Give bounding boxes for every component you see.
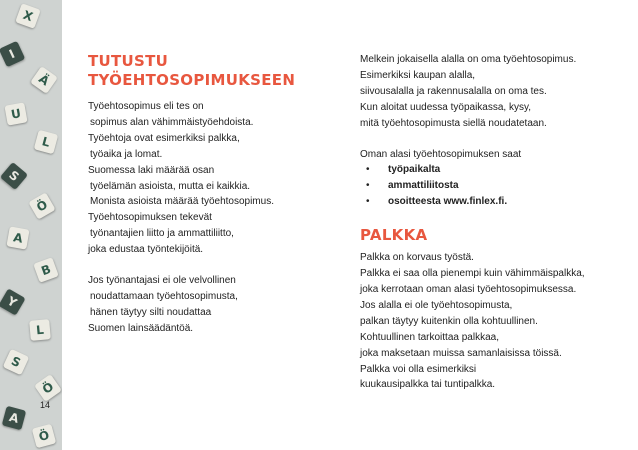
section-heading-tutustu [88,52,338,90]
list-item [360,178,625,194]
letter-tile: Ö [28,192,55,219]
list-item-text: ammattiliitosta [388,180,459,192]
text-line: Kun aloitat uudessa työpaikassa, kysy, [360,101,532,113]
text-line: Palkka ei saa olla pienempi kuin vähimmäispalkka, [360,268,585,280]
letter-tile: X [15,3,41,29]
section-heading-palkka: PALKKA [360,226,428,245]
intro-paragraph [88,99,338,258]
letter-tile: I [0,41,25,68]
text-line: joka kerrotaan oman alasi työehtosopimuksessa. [360,283,577,295]
list-item [360,194,625,210]
text-line: joka maksetaan muissa samanlaisissa töissä. [360,347,562,359]
letter-tile: Y [0,288,26,315]
letter-tiles-decoration [0,0,62,450]
sources-list [360,162,625,210]
text-line: työaika ja lomat. [90,148,163,160]
letter-tile: S [3,349,30,376]
text-line: Työehtosopimus eli tes on [88,101,204,112]
text-line: Oman alasi työehtosopimuksen saat [360,148,522,160]
letter-tile: A [6,226,29,249]
bullet-icon: • [366,180,370,192]
text-line: noudattamaan työehtosopimusta, [90,290,238,302]
letter-tile: S [0,162,28,190]
list-item [360,162,625,178]
text-line: Monista asioista määrää työehtosopimus. [90,196,274,208]
letter-tile: Ö [32,424,56,448]
text-line: Esimerkiksi kaupan alalla, [360,69,476,81]
obligation-paragraph [88,273,338,337]
text-line: hänen täytyy silti noudattaa [90,306,212,318]
letter-tile: Ö [34,374,62,402]
text-line: mitä työehtosopimusta siellä noudatetaan. [360,117,547,129]
letter-tile: B [33,257,59,283]
text-line: Työehtosopimuksen tekevät [88,212,212,224]
heading-line: TYÖEHTOSOPIMUKSEEN [88,71,296,89]
text-line: työnantajien liitto ja ammattiliitto, [90,228,234,240]
list-item-text: osoitteesta www.finlex.fi. [388,196,508,208]
text-line: Melkein jokaisella alalla on oma työehtosopimus. [360,54,577,65]
text-line: palkan täytyy kuitenkin olla kohtuullinen. [360,315,538,327]
page-number: 14 [40,400,51,410]
heading-line: TUTUSTU [88,52,169,70]
text-line: työelämän asioista, mutta ei kaikkia. [90,180,251,192]
salary-paragraph [360,250,625,393]
bullet-icon: • [366,164,370,176]
text-line: Kohtuullinen tarkoittaa palkkaa, [360,331,499,343]
text-line: Palkka on korvaus työstä. [360,252,474,264]
left-column [88,52,338,337]
text-line: joka edustaa työntekijöitä. [88,244,204,256]
text-line: siivousalalla ja rakennusalalla on oma tes. [360,85,547,97]
bullet-icon: • [366,196,370,208]
text-line: kuukausipalkka tai tuntipalkka. [360,379,496,391]
text-line: Suomen lainsäädäntöä. [88,322,194,334]
text-line: Työehtoja ovat esimerkiksi palkka, [88,132,240,144]
collective-agreement-paragraph [360,52,625,132]
text-line: Jos työnantajasi ei ole velvollinen [88,275,236,287]
text-line: Palkka voi olla esimerkiksi [360,363,477,375]
text-line: sopimus alan vähimmäistyöehdoista. [90,116,254,128]
right-column [360,52,625,393]
sources-intro [360,147,625,163]
text-line: Jos alalla ei ole työehtosopimusta, [360,299,513,311]
letter-tile: L [34,130,58,154]
letter-tile: L [29,319,51,341]
text-line: Suomessa laki määrää osan [88,164,215,176]
list-item-text: työpaikalta [388,164,441,176]
letter-tile: U [4,102,27,125]
letter-tile: A [2,406,26,430]
letter-tile: Ä [30,66,58,94]
